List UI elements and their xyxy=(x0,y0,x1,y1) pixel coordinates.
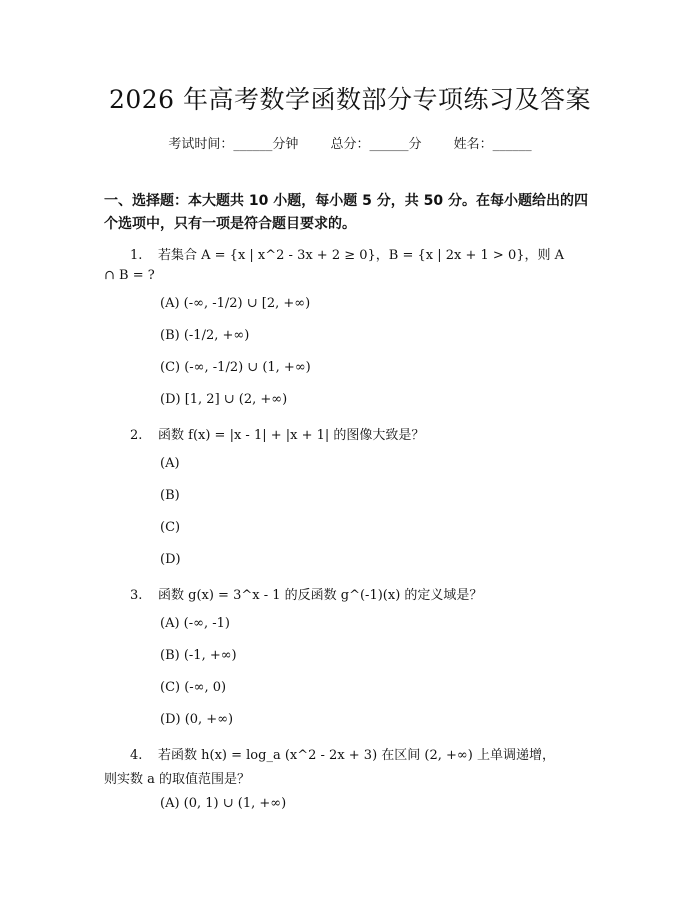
question-text: 若集合 A = {x | x^2 - 3x + 2 ≥ 0}，B = {x | 2x + 1 > 0}，则 A xyxy=(158,248,565,263)
question-text: 若函数 h(x) = log_a (x^2 - 2x + 3) 在区间 (2, +∞) 上单调递增， xyxy=(158,748,555,763)
section-heading: 一、选择题：本大题共 10 小题，每小题 5 分，共 50 分。在每小题给出的四个选项中，只有一项是符合题目要求的。 xyxy=(104,193,588,232)
option-c: (C) (-∞, 0) xyxy=(160,680,227,695)
option-a: (A) (-∞, -1) xyxy=(160,616,230,631)
exam-time: 考试时间：______分钟 xyxy=(168,137,299,152)
option-b: (B) (-1, +∞) xyxy=(160,648,237,663)
question-text: 函数 f(x) = |x - 1| + |x + 1| 的图像大致是？ xyxy=(158,428,425,443)
question-number: 4. xyxy=(130,748,143,763)
question-number: 1. xyxy=(130,248,143,263)
question-1 xyxy=(130,244,564,263)
student-name: 姓名：______ xyxy=(453,137,532,152)
question-text: 函数 g(x) = 3^x - 1 的反函数 g^(-1)(x) 的定义域是？ xyxy=(158,588,483,603)
document-title: 2026 年高考数学函数部分专项练习及答案 xyxy=(108,85,592,114)
option-c: (C) (-∞, -1/2) ∪ (1, +∞) xyxy=(160,360,311,375)
question-1-continued: ∩ B = ? xyxy=(104,268,155,283)
option-d: (D) (0, +∞) xyxy=(160,712,234,727)
option-b: (B) xyxy=(160,488,180,503)
question-3 xyxy=(130,584,482,603)
question-4-continued: 则实数 a 的取值范围是？ xyxy=(104,772,251,787)
question-2 xyxy=(130,424,424,443)
question-4 xyxy=(130,744,555,763)
option-b: (B) (-1/2, +∞) xyxy=(160,328,250,343)
option-d: (D) xyxy=(160,552,181,567)
option-d: (D) [1, 2] ∪ (2, +∞) xyxy=(160,392,288,407)
option-a: (A) (-∞, -1/2) ∪ [2, +∞) xyxy=(160,296,311,311)
exam-meta xyxy=(0,133,700,152)
question-number: 2. xyxy=(130,428,143,443)
option-a: (A) xyxy=(160,456,180,471)
question-number: 3. xyxy=(130,588,143,603)
option-c: (C) xyxy=(160,520,181,535)
total-score: 总分：______分 xyxy=(330,137,422,152)
option-a: (A) (0, 1) ∪ (1, +∞) xyxy=(160,796,287,811)
